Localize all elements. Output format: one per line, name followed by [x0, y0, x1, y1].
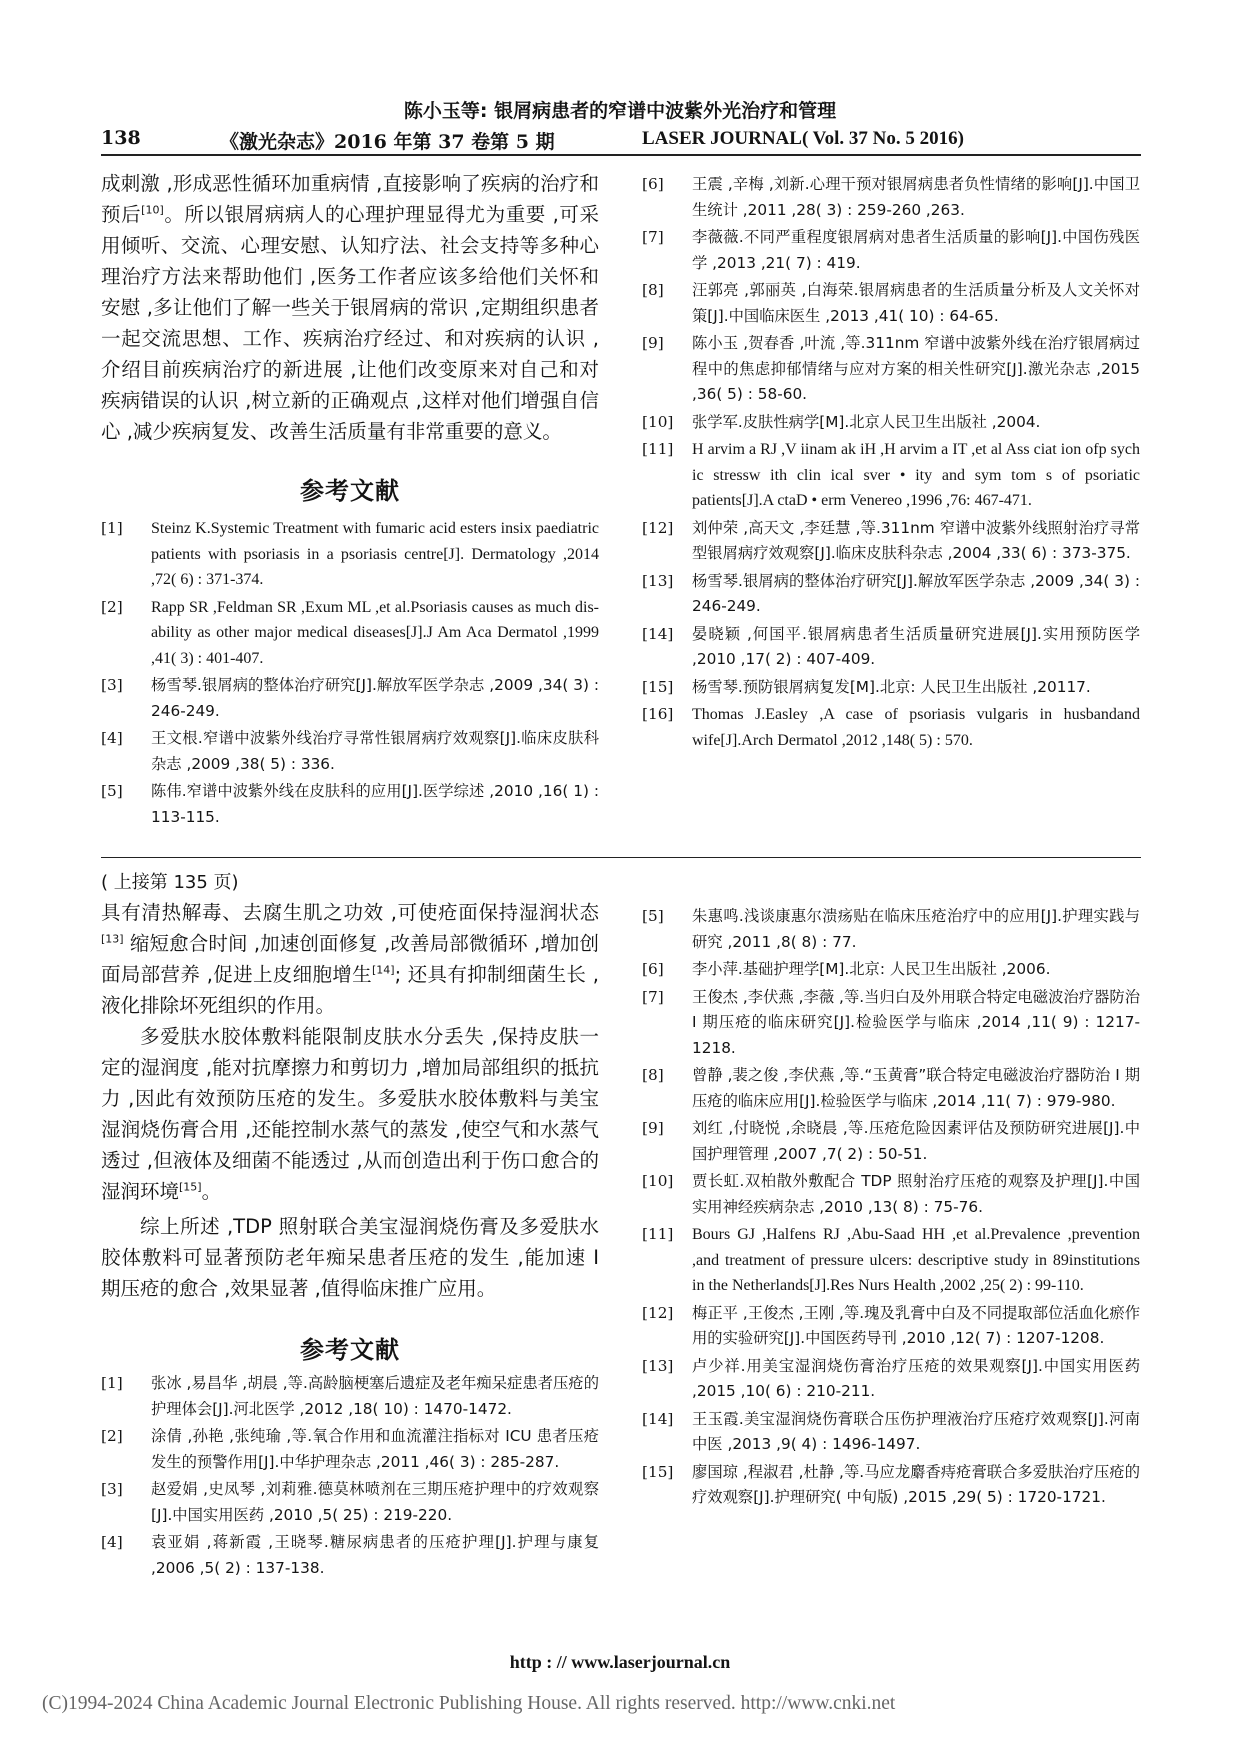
article2-left-column	[101, 897, 599, 1583]
reference-text: 陈伟.窄谱中波紫外线在皮肤科的应用[J].医学综述 ,2010 ,16( 1) : 113-115.	[151, 782, 599, 826]
reference-text: Steinz K.Systemic Treatment with fumaric acid esters insix paediatric patients with psoriasis in a psoriasis centre[J]. Dermatology ,2014 ,72( 6) : 371-374.	[151, 520, 599, 588]
reference-number: [9]	[642, 334, 664, 352]
reference-text: 曾静 ,裴之俊 ,李伏燕 ,等.“玉黄膏”联合特定电磁波治疗器防治 I 期压疮的临床应用[J].检验医学与临床 ,2014 ,11( 7) : 979-980.	[692, 1066, 1140, 1110]
reference-item	[101, 595, 599, 672]
reference-number: [4]	[101, 729, 123, 747]
reference-text: 廖国琼 ,程淑君 ,杜静 ,等.马应龙麝香痔疮膏联合多爱肤治疗压疮的疗效观察[J].护理研究( 中旬版) ,2015 ,29( 5) : 1720-1721.	[692, 1462, 1140, 1506]
reference-item	[101, 1371, 599, 1422]
reference-item	[642, 278, 1140, 329]
references-heading: 参考文献	[300, 477, 400, 505]
reference-number: [8]	[642, 1066, 664, 1084]
reference-item	[642, 957, 1140, 983]
reference-text: 卢少祥.用美宝湿润烧伤膏治疗压疮的效果观察[J].中国实用医药 ,2015 ,10( 6) : 210-211.	[692, 1356, 1140, 1400]
article1-right-column	[642, 172, 1140, 755]
reference-item	[642, 516, 1140, 567]
reference-item	[101, 726, 599, 777]
reference-list	[101, 516, 599, 830]
citation-marker: [13]	[101, 932, 124, 946]
citation-marker: [14]	[372, 963, 395, 977]
reference-item	[642, 1460, 1140, 1511]
reference-item	[101, 1477, 599, 1528]
reference-text: 李薇薇.不同严重程度银屑病对患者生活质量的影响[J].中国伤残医学 ,2013 ,21( 7) : 419.	[692, 228, 1140, 272]
reference-text: 杨雪琴.银屑病的整体治疗研究[J].解放军医学杂志 ,2009 ,34( 3) : 246-249.	[692, 571, 1140, 615]
reference-list	[642, 904, 1140, 1511]
reference-text: 张冰 ,易昌华 ,胡晨 ,等.高龄脑梗塞后遗症及老年痴呆症患者压疮的护理体会[J].河北医学 ,2012 ,18( 10) : 1470-1472.	[151, 1374, 599, 1418]
continuation-note: ( 上接第 135 页)	[101, 872, 239, 893]
reference-number: [2]	[101, 597, 123, 616]
reference-number: [14]	[642, 624, 674, 643]
reference-number: [15]	[642, 677, 674, 696]
reference-number: [7]	[642, 987, 664, 1006]
page-number: 138	[101, 127, 141, 149]
reference-text: H arvim a RJ ,V iinam ak iH ,H arvim a IT ,et al Ass ciat ion ofp sych ic stressw ith clin ical sver • ity and sym tom s of psoriatic patients[J].A ctaD • erm Venereo ,1996 ,76: 467-471.	[692, 441, 1140, 509]
body-text: ; 还具有抑制细菌生长 ,液化排除坏死组织的作用。	[101, 963, 599, 1017]
reference-item	[642, 1301, 1140, 1352]
reference-number: [11]	[642, 440, 674, 458]
reference-item	[642, 225, 1140, 276]
reference-text: 涂倩 ,孙艳 ,张纯瑜 ,等.氧合作用和血流灌注指标对 ICU 患者压疮发生的预警作用[J].中华护理杂志 ,2011 ,46( 3) : 285-287.	[151, 1427, 599, 1471]
reference-item	[101, 1530, 599, 1581]
reference-number: [6]	[642, 175, 664, 193]
reference-number: [13]	[642, 571, 674, 590]
reference-item	[642, 331, 1140, 408]
reference-number: [15]	[642, 1462, 674, 1481]
reference-text: 汪郭亮 ,郭丽英 ,白海荣.银屑病患者的生活质量分析及人文关怀对策[J].中国临床医生 ,2013 ,41( 10) : 64-65.	[692, 281, 1140, 325]
reference-text: 张学军.皮肤性病学[M].北京人民卫生出版社 ,2004.	[692, 412, 1041, 431]
footer-url: http : // www.laserjournal.cn	[509, 1652, 731, 1672]
body-text: 成刺激 ,形成恶性循环加重病情 ,直接影响了疾病的治疗和预后	[101, 172, 599, 226]
reference-text: 贾长虹.双柏散外敷配合 TDP 照射治疗压疮的观察及护理[J].中国实用神经疾病杂志 ,2010 ,13( 8) : 75-76.	[692, 1172, 1140, 1216]
copyright-notice: (C)1994-2024 China Academic Journal Electronic Publishing House. All rights reserved. http://www.cnki.net	[42, 1693, 896, 1714]
body-text: 。所以银屑病病人的心理护理显得尤为重要 ,可采用倾听、交流、心理安慰、认知疗法、社会支持等多种心理治疗方法来帮助他们 ,医务工作者应该多给他们关怀和安慰 ,多让他们了解一些关于银屑病的常识 ,定期组织患者一起交流思想、工作、疾病治疗经过、和对疾病的认识 ,介绍目前疾病治疗的新进展 ,让他们改变原来对自己和对疾病错误的认识 ,树立新的正确观点 ,这样对他们增强自信心 ,减少疾病复发、改善生活质量有非常重要的意义。	[101, 203, 599, 443]
reference-text: 袁亚娟 ,蒋新霞 ,王晓琴.糖尿病患者的压疮护理[J].护理与康复 ,2006 ,5( 2) : 137-138.	[151, 1533, 599, 1577]
body-text: 缩短愈合时间 ,加速创面修复 ,改善局部微循环 ,增加创面局部营养 ,促进上皮细胞增生	[101, 932, 599, 986]
body-text: 综上所述 ,TDP 照射联合美宝湿润烧伤膏及多爱肤水胶体敷料可显著预防老年痴呆患者压疮的发生 ,能加速 I 期压疮的愈合 ,效果显著 ,值得临床推广应用。	[101, 1215, 599, 1300]
reference-number: [1]	[101, 1374, 123, 1392]
article2-right-column	[642, 904, 1140, 1513]
reference-text: 王文根.窄谱中波紫外线治疗寻常性银屑病疗效观察[J].临床皮肤科杂志 ,2009 ,38( 5) : 336.	[151, 729, 599, 773]
reference-list	[101, 1371, 599, 1581]
reference-number: [13]	[642, 1356, 674, 1375]
reference-text: 王玉霞.美宝湿润烧伤膏联合压伤护理液治疗压疮疗效观察[J].河南中医 ,2013 ,9( 4) : 1496-1497.	[692, 1409, 1140, 1453]
reference-item	[642, 622, 1140, 673]
reference-number: [10]	[642, 1172, 674, 1190]
reference-text: Thomas J.Easley ,A case of psoriasis vulgaris in husbandand wife[J].Arch Dermatol ,2012 ,148( 5) : 570.	[692, 706, 1140, 749]
reference-item	[101, 1424, 599, 1475]
journal-name-en: LASER JOURNAL( Vol. 37 No. 5 2016)	[642, 128, 964, 149]
reference-number: [4]	[101, 1533, 123, 1551]
reference-number: [6]	[642, 960, 664, 978]
reference-text: 王震 ,辛梅 ,刘新.心理干预对银屑病患者负性情绪的影响[J].中国卫生统计 ,2011 ,28( 3) : 259-260 ,263.	[692, 175, 1140, 219]
reference-number: [5]	[101, 782, 123, 800]
reference-number: [12]	[642, 518, 674, 537]
body-text: 具有清热解毒、去腐生肌之功效 ,可使疮面保持湿润状态	[101, 901, 599, 924]
reference-number: [2]	[101, 1427, 123, 1445]
reference-item	[642, 1222, 1140, 1299]
reference-number: [12]	[642, 1303, 674, 1322]
reference-number: [3]	[101, 676, 123, 694]
reference-item	[642, 569, 1140, 620]
reference-number: [11]	[642, 1225, 674, 1243]
reference-text: 梅正平 ,王俊杰 ,王刚 ,等.瑰及乳膏中白及不同提取部位活血化瘀作用的实验研究[J].中国医药导刊 ,2010 ,12( 7) : 1207-1208.	[692, 1303, 1140, 1347]
reference-number: [16]	[642, 705, 674, 723]
reference-item	[642, 985, 1140, 1062]
running-title: 陈小玉等: 银屑病患者的窄谱中波紫外光治疗和管理	[403, 100, 837, 122]
reference-text: 朱惠鸣.浅谈康惠尔溃疡贴在临床压疮治疗中的应用[J].护理实践与研究 ,2011 ,8( 8) : 77.	[692, 907, 1140, 951]
reference-item	[642, 1407, 1140, 1458]
reference-item	[642, 904, 1140, 955]
reference-text: 杨雪琴.银屑病的整体治疗研究[J].解放军医学杂志 ,2009 ,34( 3) : 246-249.	[151, 676, 599, 720]
reference-item	[642, 410, 1140, 436]
reference-item	[642, 172, 1140, 223]
reference-text: 王俊杰 ,李伏燕 ,李薇 ,等.当归白及外用联合特定电磁波治疗器防治 I 期压疮的临床研究[J].检验医学与临床 ,2014 ,11( 9) : 1217-1218.	[692, 987, 1140, 1057]
reference-item	[642, 702, 1140, 753]
reference-text: 刘仲荣 ,高天文 ,李廷慧 ,等.311nm 窄谱中波紫外线照射治疗寻常型银屑病疗效观察[J].临床皮肤科杂志 ,2004 ,33( 6) : 373-375.	[692, 518, 1140, 562]
reference-list	[642, 172, 1140, 753]
header-rule	[101, 154, 1141, 156]
references-heading: 参考文献	[300, 1336, 400, 1364]
reference-number: [8]	[642, 281, 664, 299]
reference-item	[642, 1169, 1140, 1220]
article2-body	[101, 897, 599, 1304]
reference-item	[101, 779, 599, 830]
body-text: 多爱肤水胶体敷料能限制皮肤水分丢失 ,保持皮肤一定的湿润度 ,能对抗摩擦力和剪切力 ,增加局部组织的抵抗力 ,因此有效预防压疮的发生。多爱肤水胶体敷料与美宝湿润烧伤膏合用 ,还能控制水蒸气的蒸发 ,使空气和水蒸气透过 ,但液体及细菌不能透过 ,从而创造出利于伤口愈合的湿润环境	[101, 1025, 599, 1203]
reference-text: 晏晓颖 ,何国平.银屑病患者生活质量研究进展[J].实用预防医学 ,2010 ,17( 2) : 407-409.	[692, 624, 1140, 668]
reference-number: [9]	[642, 1119, 664, 1137]
reference-item	[101, 516, 599, 593]
reference-text: Rapp SR ,Feldman SR ,Exum ML ,et al.Psoriasis causes as much dis-ability as other major medical diseases[J].J Am Aca Dermatol ,1999 ,41( 3) : 401-407.	[151, 598, 599, 667]
reference-text: 杨雪琴.预防银屑病复发[M].北京: 人民卫生出版社 ,20117.	[692, 677, 1091, 696]
reference-item	[101, 673, 599, 724]
reference-number: [7]	[642, 228, 664, 246]
reference-text: 刘红 ,付晓悦 ,余晓晨 ,等.压疮危险因素评估及预防研究进展[J].中国护理管理 ,2007 ,7( 2) : 50-51.	[692, 1119, 1140, 1163]
reference-text: 李小萍.基础护理学[M].北京: 人民卫生出版社 ,2006.	[692, 960, 1051, 978]
article1-left-column	[101, 168, 599, 832]
citation-marker: [15]	[179, 1180, 202, 1194]
reference-text: 陈小玉 ,贺春香 ,叶流 ,等.311nm 窄谱中波紫外线在治疗银屑病过程中的焦虑抑郁情绪与应对方案的相关性研究[J].激光杂志 ,2015 ,36( 5) : 58-60.	[692, 334, 1140, 403]
reference-item	[642, 1354, 1140, 1405]
section-divider	[101, 857, 1141, 858]
article1-body	[101, 168, 599, 447]
reference-number: [3]	[101, 1480, 123, 1498]
reference-item	[642, 1116, 1140, 1167]
reference-item	[642, 675, 1140, 701]
body-text: 。	[201, 1180, 222, 1203]
reference-text: Bours GJ ,Halfens RJ ,Abu-Saad HH ,et al.Prevalence ,prevention ,and treatment of pressure ulcers: descriptive study in 89institutions in the Netherlands[J].Res Nurs Health ,2002 ,25( 2) : 99-110.	[692, 1226, 1140, 1294]
journal-name-cn: 《激光杂志》2016 年第 37 卷第 5 期	[220, 131, 555, 153]
reference-number: [10]	[642, 412, 674, 431]
reference-number: [5]	[642, 907, 664, 925]
reference-item	[642, 1063, 1140, 1114]
citation-marker: [10]	[141, 203, 164, 217]
reference-text: 赵爱娟 ,史凤琴 ,刘莉雅.德莫林喷剂在三期压疮护理中的疗效观察[J].中国实用医药 ,2010 ,5( 25) : 219-220.	[151, 1480, 599, 1524]
reference-number: [1]	[101, 519, 123, 537]
reference-item	[642, 437, 1140, 514]
reference-number: [14]	[642, 1409, 674, 1428]
